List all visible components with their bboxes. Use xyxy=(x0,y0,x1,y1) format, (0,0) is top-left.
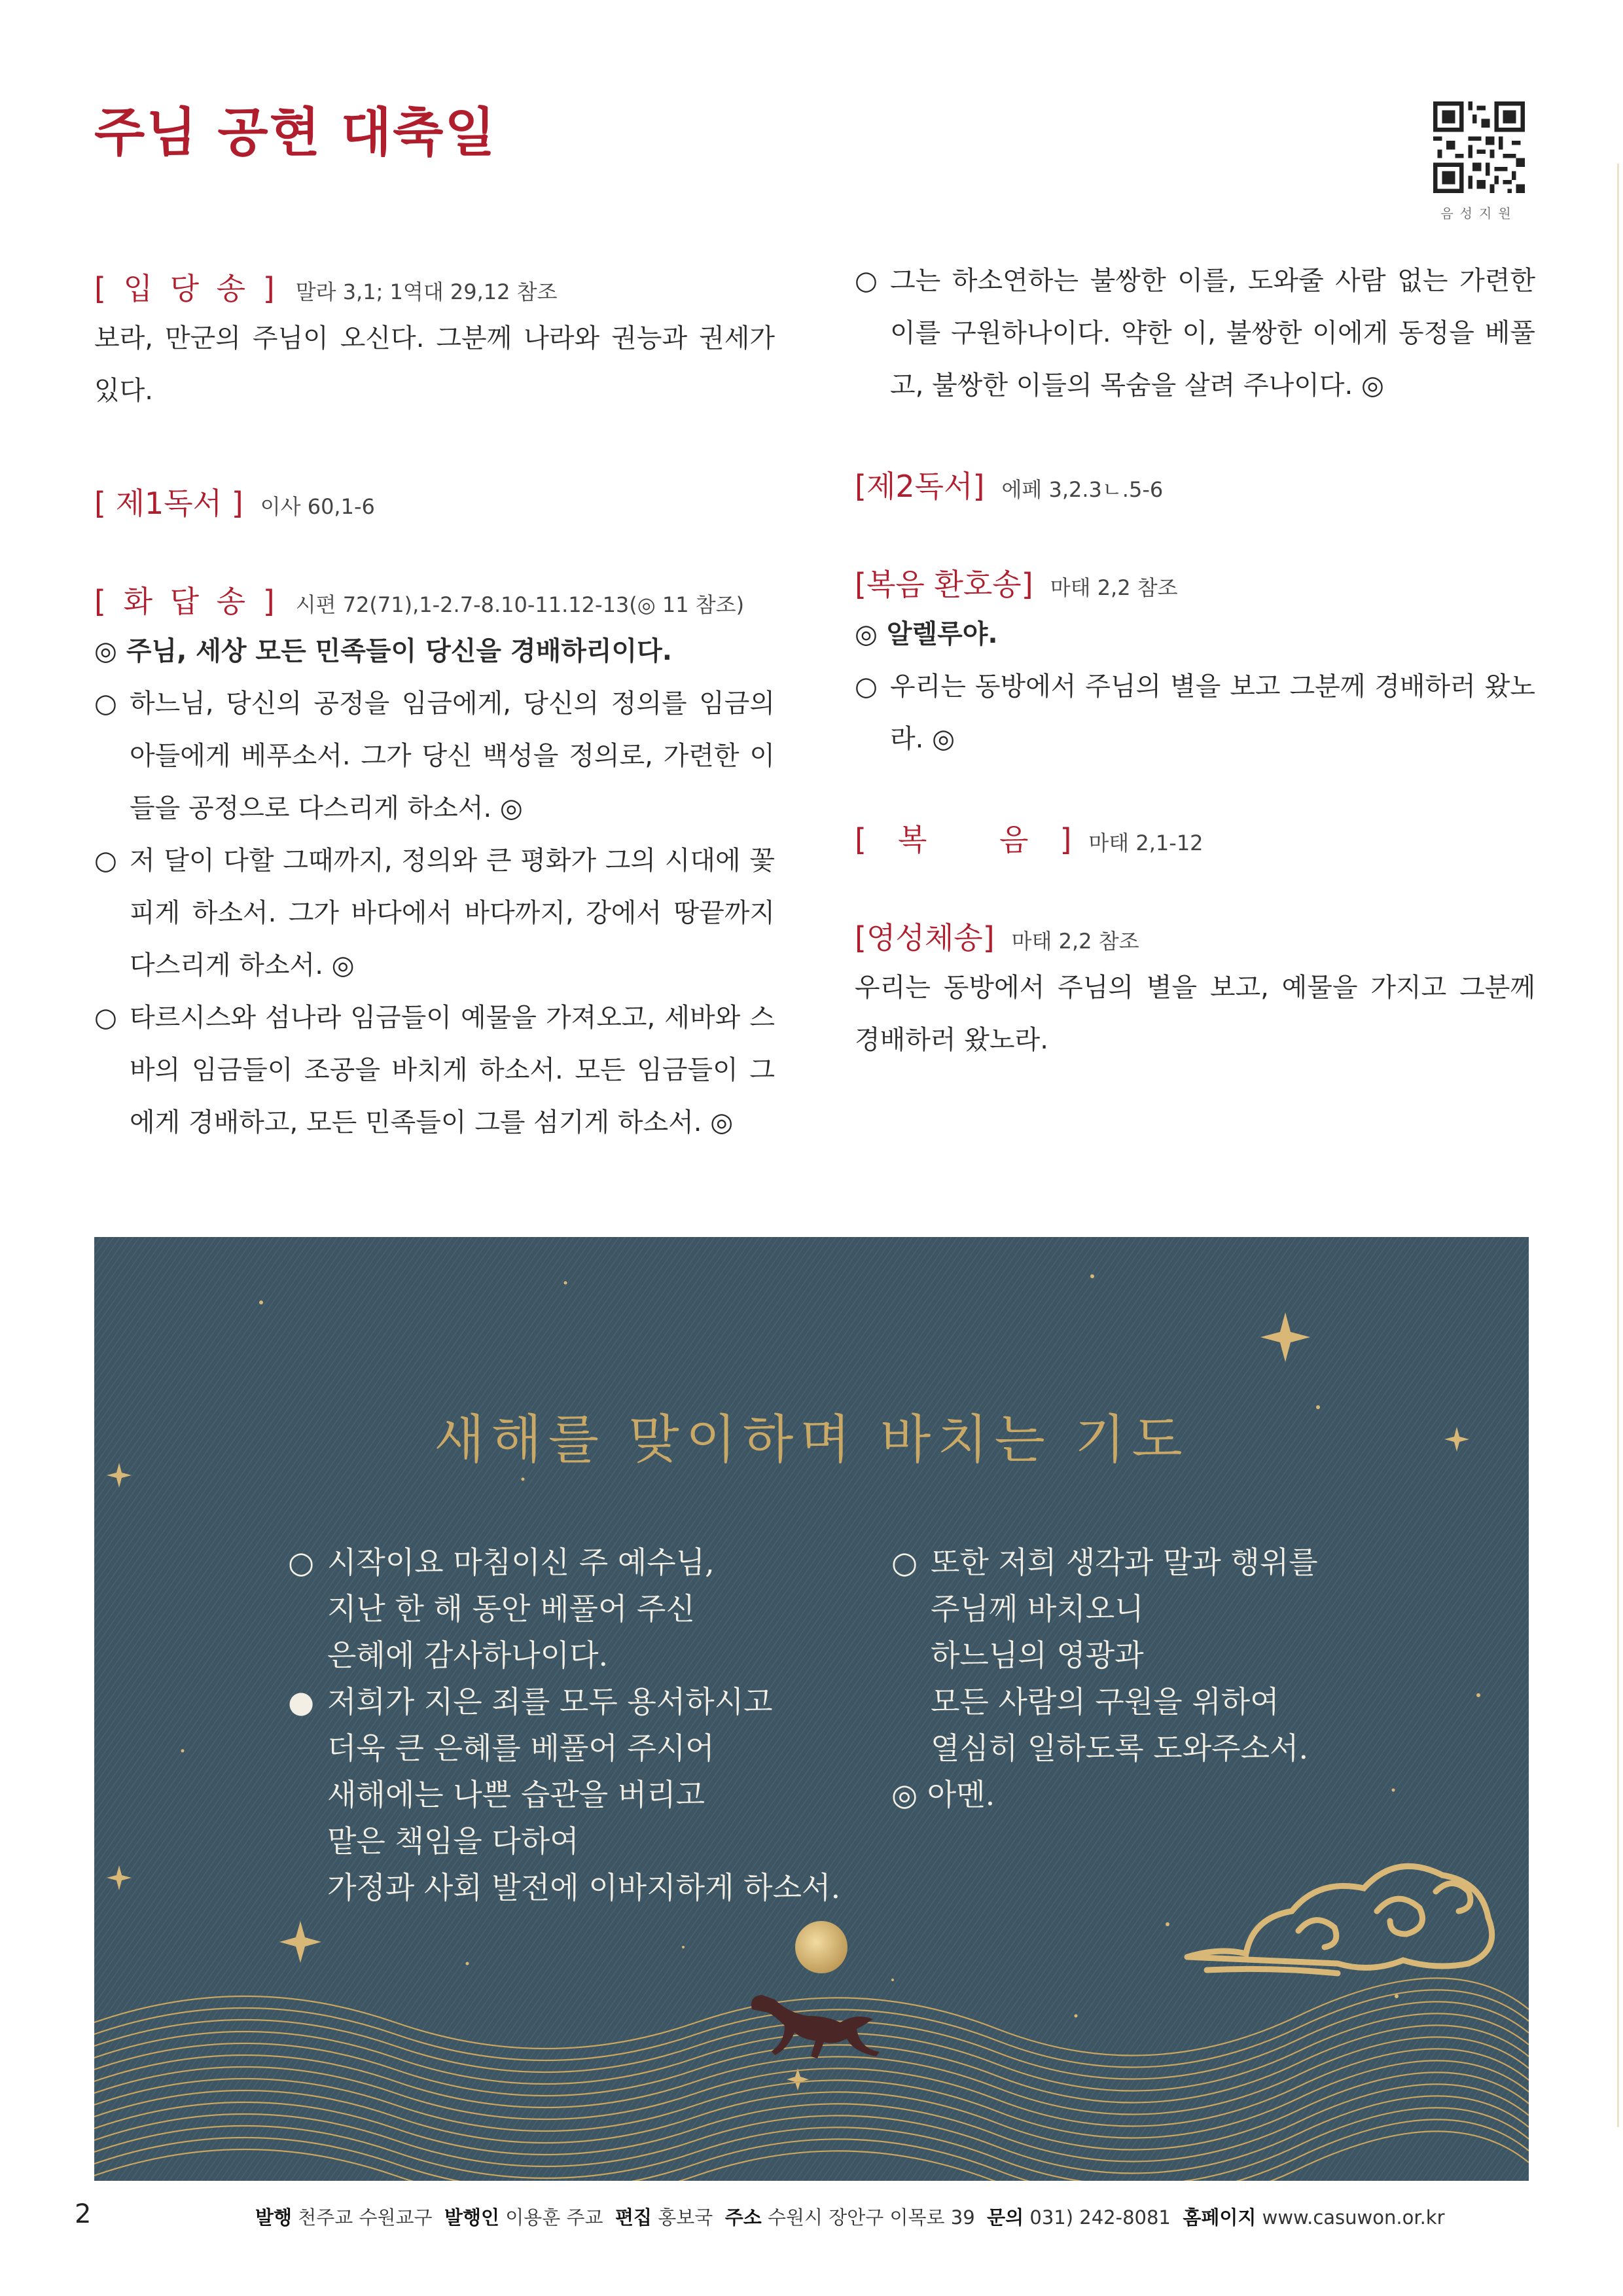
homepage-link[interactable]: www.casuwon.or.kr xyxy=(1262,2206,1445,2229)
footer-label: 문의 xyxy=(987,2206,1024,2229)
footer-value: 수원시 장안구 이목로 39 xyxy=(768,2206,975,2229)
left-column xyxy=(94,265,775,1149)
prayer-line: 지난 한 해 동안 베풀어 주신 xyxy=(327,1591,695,1626)
alleluia-ref: 마태 2,2 참조 xyxy=(1050,575,1178,600)
gospel-ref: 마태 2,1-12 xyxy=(1088,831,1204,855)
prayer-line: 모든 사람의 구원을 위하여 xyxy=(931,1684,1279,1719)
alleluia-label: [복음 환호송] xyxy=(855,567,1033,602)
prayer-line: 맡은 책임을 다하여 xyxy=(327,1823,579,1859)
qr-caption: 음성지원 xyxy=(1440,206,1518,221)
verse-mark: ○ xyxy=(94,689,117,719)
prayer-line: 열심히 일하도록 도와주소서. xyxy=(931,1731,1309,1766)
gospel-section xyxy=(855,816,1535,863)
entrance-ref: 말라 3,1; 1역대 29,12 참조 xyxy=(295,279,558,304)
prayer-line: 저희가 지은 죄를 모두 용서하시고 xyxy=(327,1684,773,1719)
prayer-mark: ○ xyxy=(891,1545,918,1580)
prayer-line: 가정과 사회 발전에 이바지하게 하소서. xyxy=(327,1870,841,1905)
page-edge-line xyxy=(1617,164,1619,2127)
footer-label: 발행인 xyxy=(444,2206,500,2229)
footer-label: 주소 xyxy=(724,2206,762,2229)
alleluia-section xyxy=(855,561,1535,765)
prayer-line: 또한 저희 생각과 말과 행위를 xyxy=(931,1545,1318,1580)
footer-label: 발행 xyxy=(255,2206,293,2229)
prayer-line: 새해에는 나쁜 습관을 버리고 xyxy=(327,1777,705,1812)
psalm-verse xyxy=(94,677,775,834)
entrance-text: 보라, 만군의 주님이 오신다. 그분께 나라와 권능과 권세가 있다. xyxy=(94,323,775,406)
verse-text: 우리는 동방에서 주님의 별을 보고 그분께 경배하러 왔노라. ◎ xyxy=(890,672,1535,754)
prayer-mark: ● xyxy=(288,1684,315,1719)
verse-mark: ○ xyxy=(855,266,878,296)
verse-text: 그는 하소연하는 불쌍한 이를, 도와줄 사람 없는 가련한 이를 구원하나이다. 약한 이, 불쌍한 이에게 동정을 베풀고, 불쌍한 이들의 목숨을 살려 주나이다. ◎ xyxy=(890,266,1535,401)
gospel-label: [복 음] xyxy=(855,822,1103,857)
prayer-line: 더욱 큰 은혜를 베풀어 주시어 xyxy=(327,1731,715,1766)
psalm-section xyxy=(94,578,775,1149)
verse-mark: ○ xyxy=(94,846,117,876)
psalm-verse xyxy=(94,992,775,1149)
right-column xyxy=(855,265,1535,1066)
footer-value: 031) 242-8081 xyxy=(1029,2206,1171,2229)
moon-icon xyxy=(795,1921,847,1973)
footer-value: 이용훈 주교 xyxy=(505,2206,603,2229)
verse-text: 하느님, 당신의 공정을 임금에게, 당신의 정의를 임금의 아들에게 베푸소서. 그가 당신 백성을 정의로, 가련한 이들을 공정으로 다스리게 하소서. ◎ xyxy=(130,689,775,823)
footer xyxy=(255,2203,1445,2230)
reading2-label: [제2독서] xyxy=(855,469,985,504)
entrance-section xyxy=(94,265,775,417)
qr-code-icon[interactable] xyxy=(1433,101,1525,193)
prayer-line: 은혜에 감사하나이다. xyxy=(327,1638,609,1673)
reading2-ref: 에페 3,2.3ㄴ.5-6 xyxy=(1001,477,1164,502)
communion-label: [영성체송] xyxy=(855,920,995,956)
reading1-ref: 이사 60,1-6 xyxy=(260,494,375,519)
communion-ref: 마태 2,2 참조 xyxy=(1011,929,1139,954)
prayer-line: 하느님의 영광과 xyxy=(931,1638,1144,1673)
footer-label: 편집 xyxy=(615,2206,652,2229)
reading1-label: [ 제1독서 ] xyxy=(94,486,243,521)
prayer-right-column xyxy=(891,1539,1480,1818)
communion-section xyxy=(855,914,1535,1066)
alleluia-response: ◎ 알렐루야. xyxy=(855,619,998,649)
page-number: 2 xyxy=(75,2199,92,2229)
verse-mark: ○ xyxy=(855,672,878,702)
page-title: 주님 공현 대축일 xyxy=(94,102,497,163)
verse-text: 저 달이 다할 그때까지, 정의와 큰 평화가 그의 시대에 꽃피게 하소서. 그가 바다에서 바다까지, 강에서 땅끝까지 다스리게 하소서. ◎ xyxy=(130,846,775,980)
psalm-ref: 시편 72(71),1-2.7-8.10-11.12-13(◎ 11 참조) xyxy=(295,592,745,617)
prayer-left-column xyxy=(288,1539,877,1911)
alleluia-verse xyxy=(855,660,1535,765)
footer-value: 홍보국 xyxy=(658,2206,713,2229)
reading2-section xyxy=(855,463,1535,510)
prayer-mark: ○ xyxy=(288,1545,315,1580)
prayer-line: 주님께 바치오니 xyxy=(931,1591,1144,1626)
prayer-amen: ◎ 아멘. xyxy=(891,1777,995,1812)
prayer-line: 시작이요 마침이신 주 예수님, xyxy=(327,1545,715,1580)
psalm-response: ◎ 주님, 세상 모든 민족들이 당신을 경배하리이다. xyxy=(94,636,673,666)
communion-text: 우리는 동방에서 주님의 별을 보고, 예물을 가지고 그분께 경배하러 왔노라. xyxy=(855,973,1535,1055)
verse-text: 타르시스와 섬나라 임금들이 예물을 가져오고, 세바와 스바의 임금들이 조공을 바치게 하소서. 모든 임금들이 그에게 경배하고, 모든 민족들이 그를 섬기게 하소서. ◎ xyxy=(130,1003,775,1138)
verse-mark: ○ xyxy=(94,1003,117,1033)
psalm-verse xyxy=(94,834,775,992)
footer-value: 천주교 수원교구 xyxy=(298,2206,433,2229)
psalm-verse-continued xyxy=(855,255,1535,412)
footer-label: 홈페이지 xyxy=(1183,2206,1257,2229)
banner-title: 새해를 맞이하며 바치는 기도 xyxy=(434,1409,1189,1470)
reading1-section xyxy=(94,480,775,527)
entrance-label: [ 입 당 송 ] xyxy=(94,271,279,306)
psalm-label: [ 화 답 송 ] xyxy=(94,584,279,619)
